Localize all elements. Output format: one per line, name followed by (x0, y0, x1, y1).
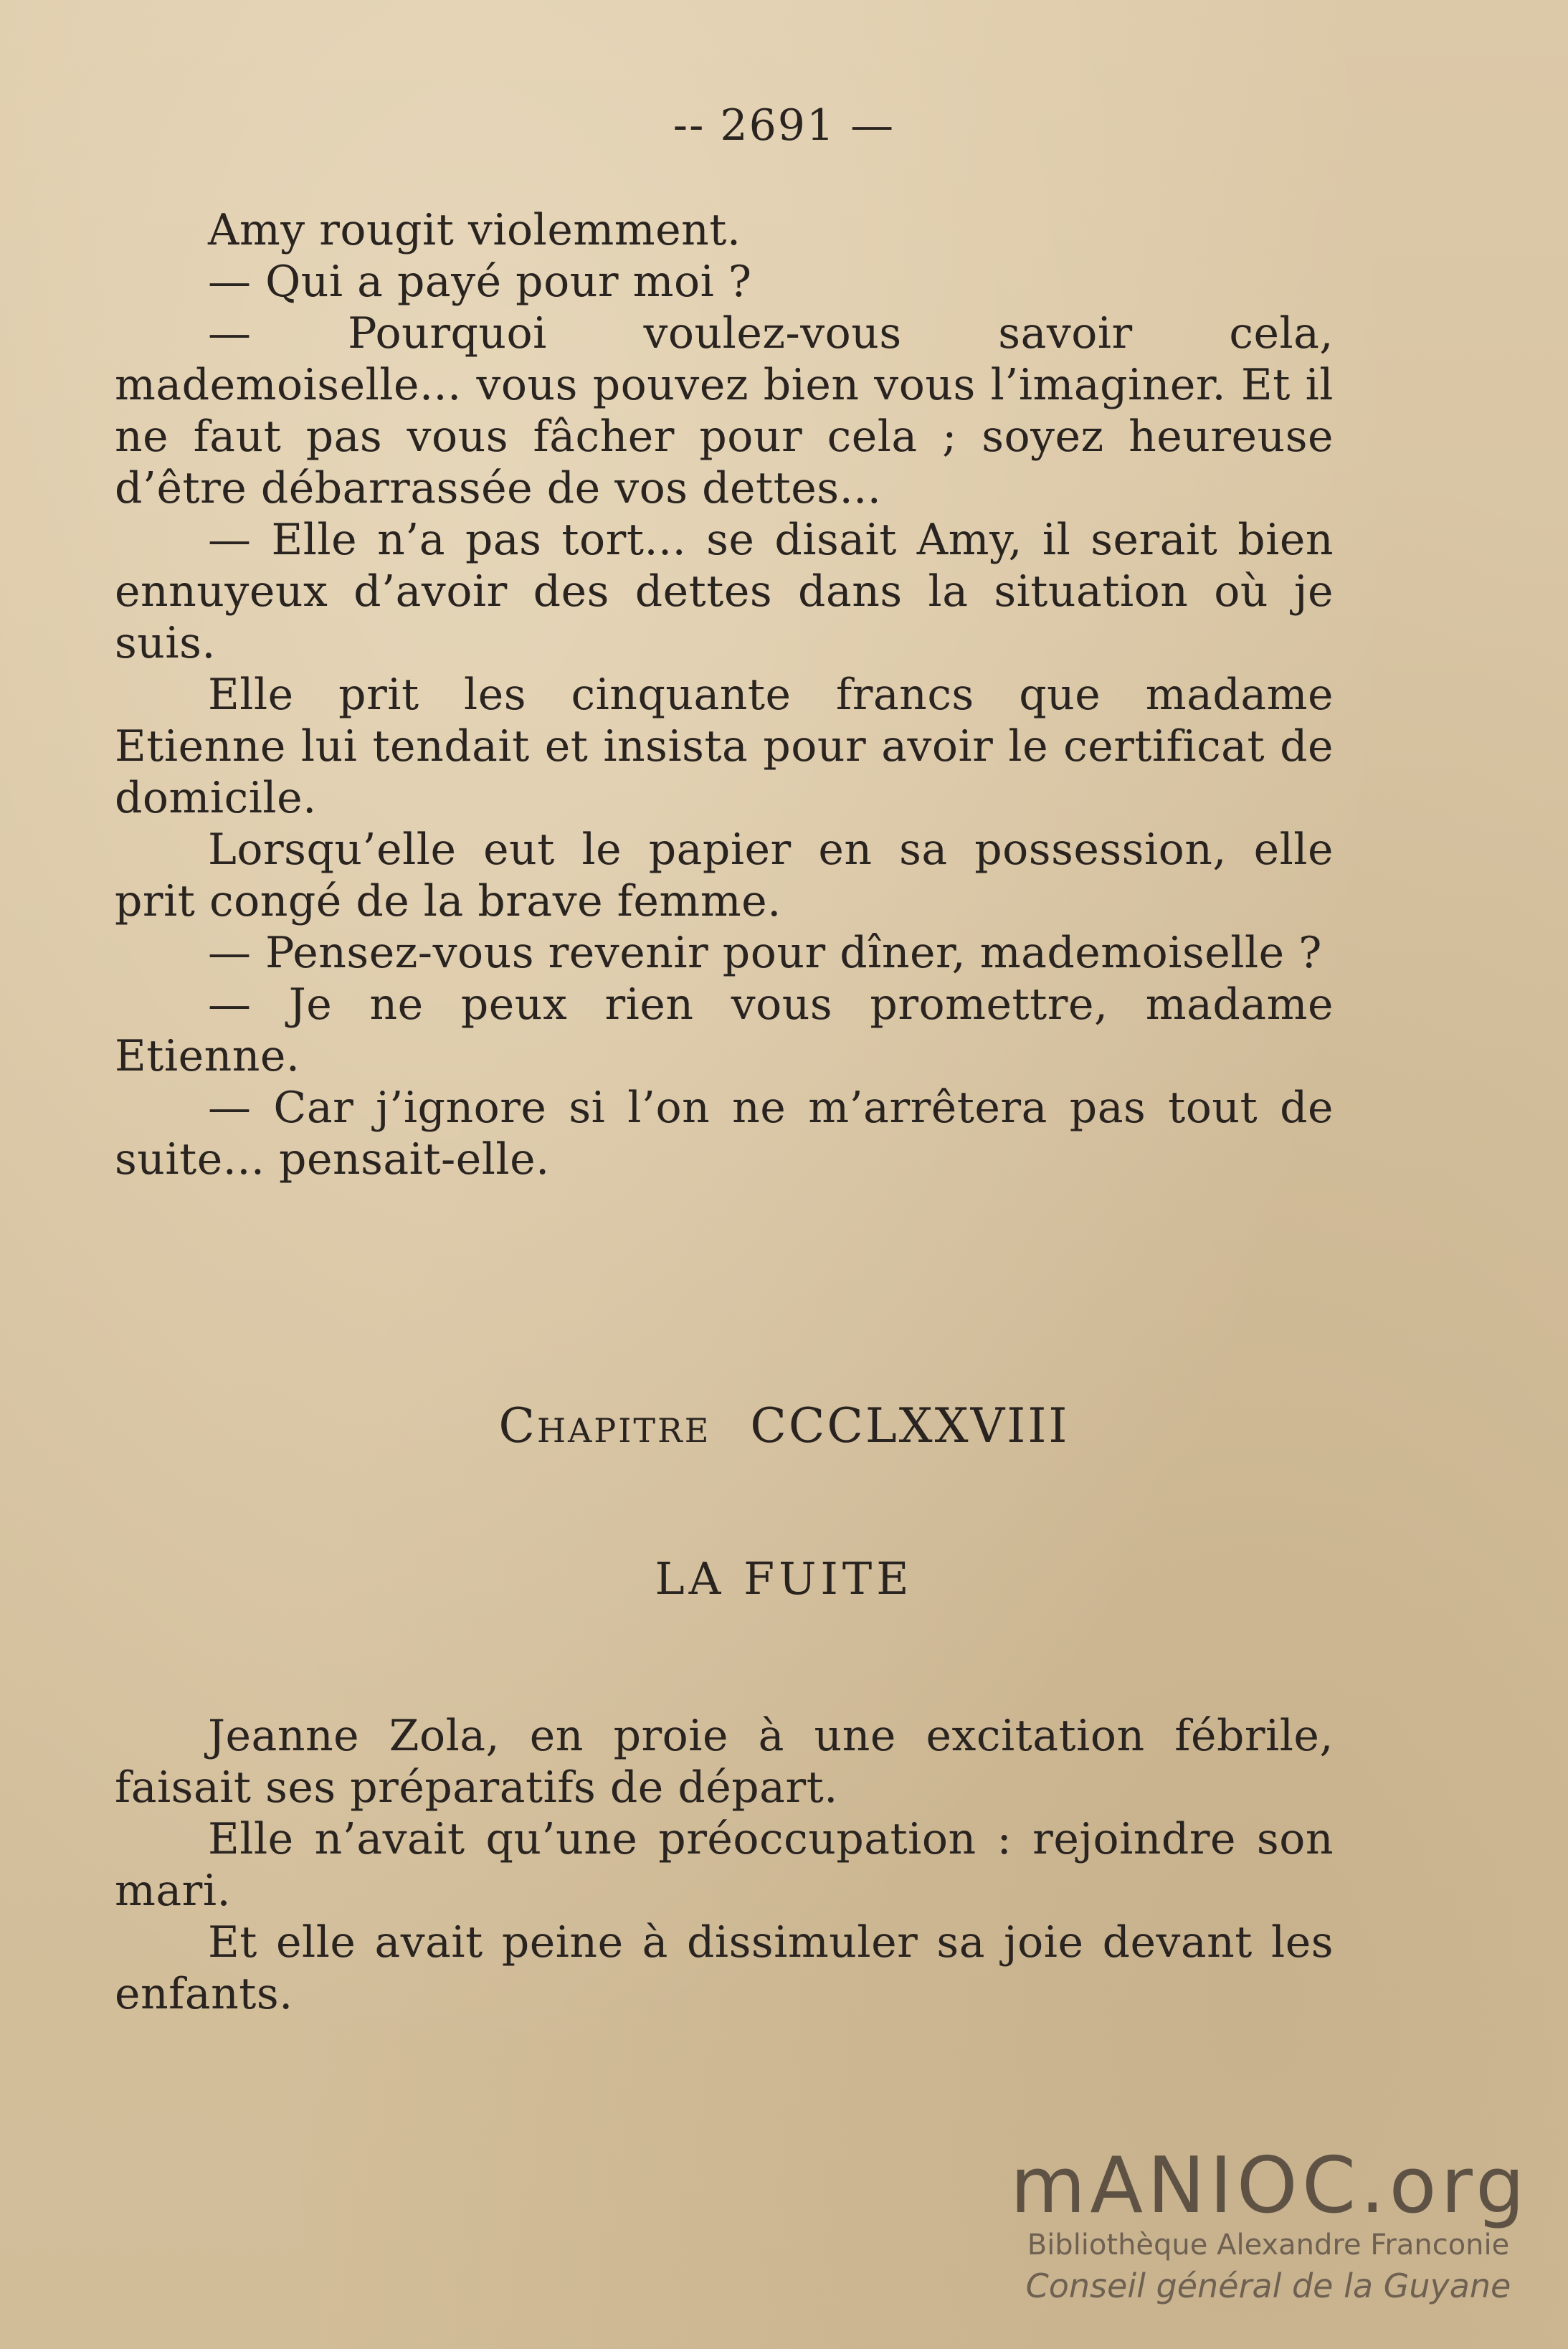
paragraph: Elle prit les cinquante francs que madame Etienne lui tendait et insista pour avoir le certificat de domicile. (115, 670, 1334, 823)
paragraph: Lorsqu’elle eut le papier en sa possession, elle prit congé de la brave femme. (115, 825, 1334, 926)
paragraph: Et elle avait peine à dissimuler sa joie devant les enfants. (115, 1917, 1334, 2019)
watermark-library: Bibliothèque Alexandre Franconie (1027, 2229, 1510, 2262)
page-number: -- 2691 — (673, 100, 895, 151)
paragraph: — Je ne peux rien vous promettre, madame Etienne. (115, 979, 1334, 1081)
paragraph: Elle n’avait qu’une préoccupation : rejoindre son mari. (115, 1814, 1334, 1916)
paragraph: Amy rougit violemment. (208, 205, 741, 255)
paragraph: — Pourquoi voulez-vous savoir cela, mademoiselle... vous pouvez bien vous l’imaginer. Et il ne faut pas vous fâcher pour cela ; soyez heureuse d’être débarrassée de vos dettes... (115, 308, 1334, 513)
chapter-number: CCCLXXVIII (750, 1398, 1070, 1453)
watermark-council: Conseil général de la Guyane (1025, 2267, 1511, 2305)
manioc-logo: mANIOC.org (1010, 2141, 1529, 2231)
paragraph: — Car j’ignore si l’on ne m’arrêtera pas tout de suite... pensait-elle. (115, 1083, 1334, 1185)
chapter-title: LA FUITE (655, 1552, 913, 1605)
bottom-text-block (115, 1710, 1334, 2020)
paragraph: — Qui a payé pour moi ? (208, 257, 752, 307)
paragraph: — Elle n’a pas tort... se disait Amy, il serait bien ennuyeux d’avoir des dettes dans la situation où je suis. (115, 515, 1334, 668)
paragraph: Jeanne Zola, en proie à une excitation fébrile, faisait ses préparatifs de départ. (115, 1711, 1334, 1813)
manioc-watermark (1010, 2141, 1529, 2307)
top-text-block (115, 204, 1334, 1185)
chapter-label: Chapitre (498, 1398, 711, 1453)
chapter-heading (0, 1398, 1568, 1453)
paragraph: — Pensez-vous revenir pour dîner, mademoiselle ? (208, 928, 1322, 978)
